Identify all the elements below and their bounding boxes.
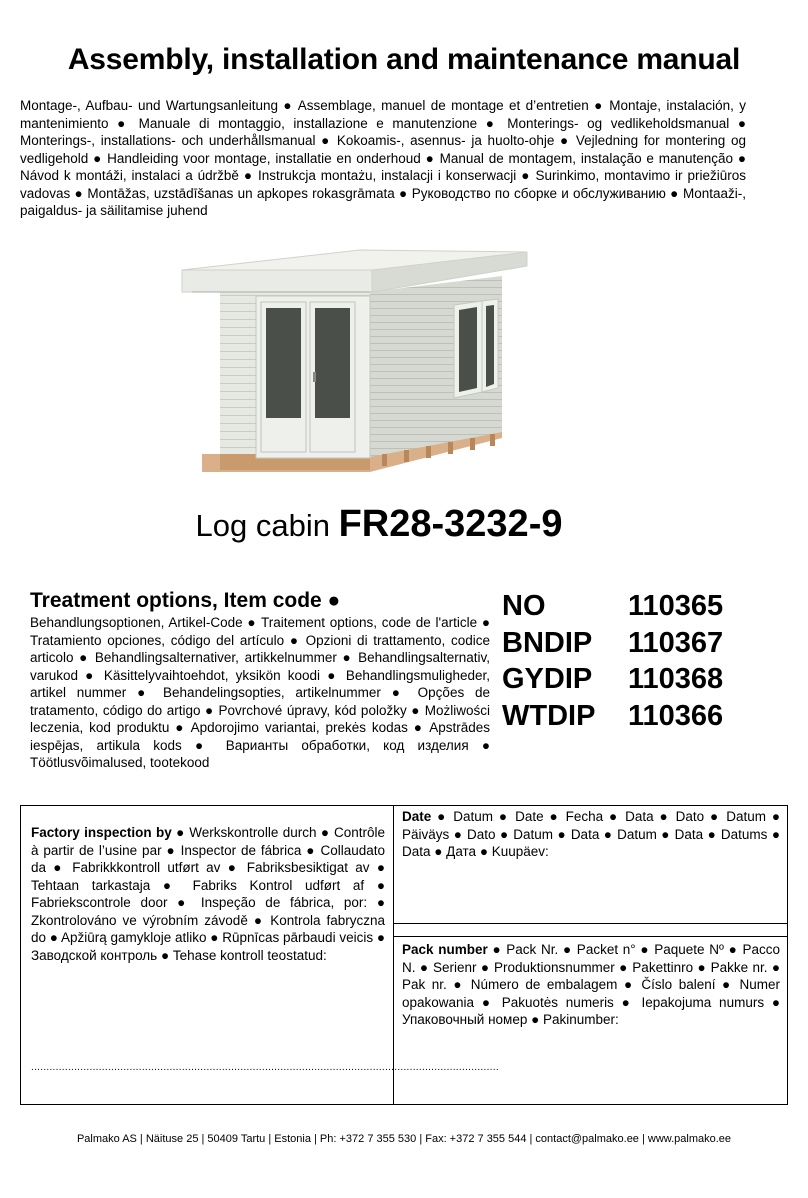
inspection-table: [20, 805, 788, 1105]
log-cabin-illustration: [182, 232, 527, 487]
item-code: 110367: [628, 626, 724, 659]
pack-number-text: [402, 941, 780, 1029]
manual-title: Assembly, installation and maintenance manual: [67, 43, 741, 76]
date-cell: [394, 806, 787, 924]
factory-inspection-translations: ● Werkskontrolle durch ● Contrôle à partir de l’usine par ● Inspector de fábrica ● Collaudato da ● Fabrikkkontroll utført av ● Fabriksbesiktigat av ● Tehtaan tarkastaja ● Fabriks Kontrol udført af ● Fabriekscontrole door ● Inspeção de fábrica, por: ● Zkontrolováno ve výrobním závodě ● Kontrola fabryczna do ● Apžiūrą gamykloje atliko ● Rūpnīcas pārbaudi veicis ● Заводской контроль ● Tehase kontroll teostatud:: [31, 825, 386, 963]
item-codes-list: [502, 588, 762, 734]
model-name: [0, 503, 758, 546]
date-translations: ● Datum ● Date ● Fecha ● Data ● Dato ● Datum ● Päiväys ● Dato ● Datum ● Data ● Datum ● Data ● Datums ● Data ● Дата ● Kuupäev:: [402, 809, 780, 859]
treatment-option: WTDIP: [502, 699, 596, 732]
item-code-row: [502, 625, 762, 662]
manual-subtitle-translations: Montage-, Aufbau- und Wartungsanleitung ● Assemblage, manuel de montage et d’entretien ● Montaje, instalación, y mantenimiento ● Manuale di montaggio, installazione e manutenzione ● Monterings- og vedlikeholdsmanual ● Monterings-, installations- och underhållsmanual ● Kokoamis-, asennus- ja huolto-ohje ● Vejledning for montering og vedligehold ● Handleiding voor montage, installatie en onderhoud ● Manual de montagem, instalação e manutenção ● Návod k montáži, instalaci a údržbě ● Instrukcja montażu, instalacji i konserwacji ● Surinkimo, montavimo ir priežiūros vadovas ● Montāžas, uzstādīšanas un apkopes rokasgrāmata ● Руководство по сборке и обслуживанию ● Montaaži-, paigaldus- ja säilitamise juhend: [20, 98, 746, 218]
treatment-option: GYDIP: [502, 663, 593, 695]
company-footer: Palmako AS | Näituse 25 | 50409 Tartu | Estonia | Ph: +372 7 355 530 | Fax: +372 7 355 544 | contact@palmako.ee | www.palmako.ee: [76, 1133, 732, 1145]
date-label: Date: [402, 809, 432, 824]
treatment-heading: Treatment options, Item code ●: [30, 589, 341, 612]
treatment-option: NO: [502, 590, 546, 622]
pack-number-cell: [394, 936, 787, 1105]
model-label: Log cabin: [195, 508, 339, 543]
item-code: 110365: [628, 590, 724, 622]
pack-number-label: Pack number: [402, 942, 488, 957]
model-code: FR28-3232-9: [338, 503, 563, 545]
item-code: 110368: [628, 663, 724, 695]
item-code-row: [502, 588, 762, 625]
treatment-options-section: [30, 588, 490, 772]
signature-line: ........................................................................................................................................................: [31, 1062, 499, 1073]
factory-inspection-label: Factory inspection by: [31, 825, 172, 840]
item-code-row: [502, 698, 762, 735]
factory-inspection-text: [31, 824, 385, 964]
date-text: [402, 808, 780, 861]
treatment-translations: Behandlungsoptionen, Artikel-Code ● Traitement options, code de l'article ● Tratamiento opciones, código del artículo ● Opzioni di trattamento, codice articolo ● Behandlingsalternativer, artikkelnummer ● Behandlingsalternativ, varukod ● Käsittelyvaihtoehdot, yksikön koodi ● Behandlingsmuligheder, artikel nummer ● Behandelingsopties, artikelnummer ● Opções de tratamento, código do artigo ● Povrchové úpravy, kód položky ● Możliwości leczenia, kod produktu ● Apdorojimo variantai, prekės kodas ● Apstrādes iespējas, artikula kods ● Варианты обработки, код изделия ● Töötlusvõimalused, tootekood: [30, 615, 490, 770]
item-code-row: [502, 661, 762, 698]
pack-number-translations: ● Pack Nr. ● Packet n° ● Paquete Nº ● Pacco N. ● Serienr ● Produktionsnummer ● Pakettinro ● Pakke nr. ● Pak nr. ● Número de embalagem ● Číslo balení ● Numer opakowania ● Pakuotės numeris ● Iepakojuma numurs ● Упаковочный номер ● Pakinumber:: [402, 942, 780, 1027]
item-code: 110366: [628, 699, 724, 732]
treatment-option: BNDIP: [502, 626, 593, 659]
